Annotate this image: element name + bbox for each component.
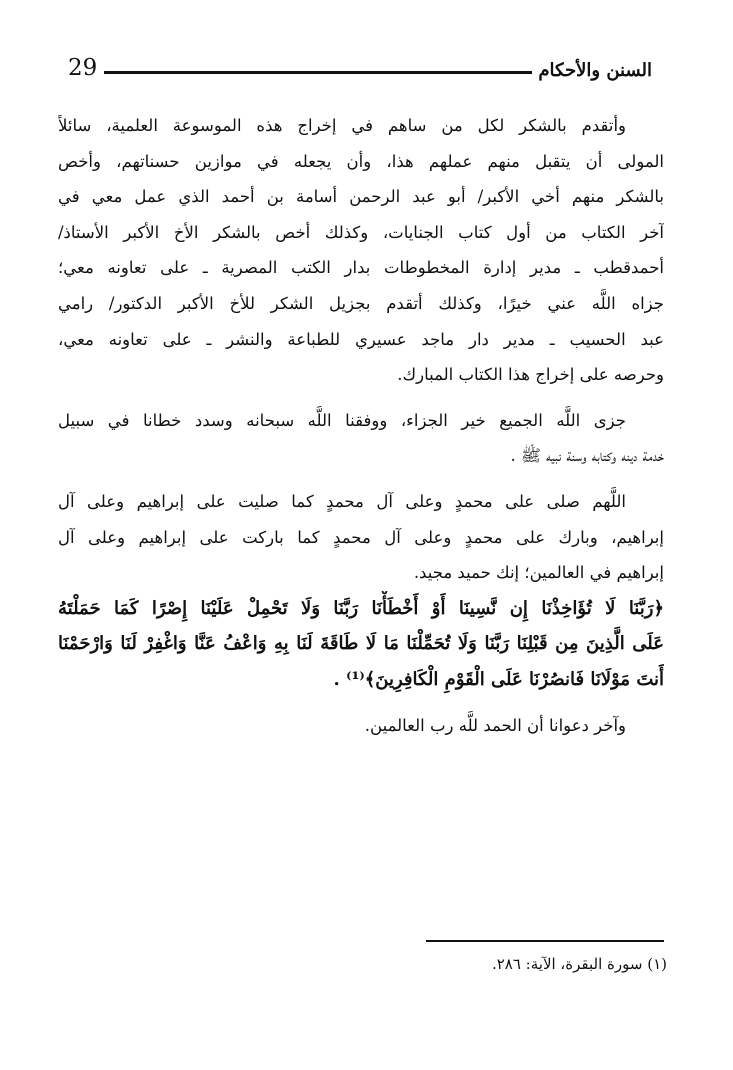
text-line: بالشكر منهم أخي الأكبر/ أبو عبد الرحمن أسامة بن أحمد الذي عمل معي في [58, 187, 664, 207]
quran-verse [58, 591, 664, 698]
text-line: أحمدقطب ـ مدير إدارة المخطوطات بدار الكتب المصرية ـ على تعاونه معي؛ [58, 258, 664, 278]
paragraph-prayer-for-reward [58, 403, 664, 474]
closing-line: وآخر دعوانا أن الحمد للَّه رب العالمين. [364, 715, 626, 735]
header-rule [104, 71, 532, 74]
page-header [62, 52, 652, 92]
page-number: 29 [68, 55, 98, 81]
text-line: إبراهيم في العالمين؛ إنك حميد مجيد. [413, 563, 664, 583]
verse-line: أَنتَ مَوْلَانَا فَانصُرْنَا عَلَى الْقَوْمِ الْكَافِرِينَ﴾⁽¹⁾ . [333, 668, 664, 690]
verse-line: عَلَى الَّذِينَ مِن قَبْلِنَا رَبَّنَا وَلَا تُحَمِّلْنَا مَا لَا طَاقَةَ لَنَا بِهِ وَاعْفُ عَنَّا وَاغْفِرْ لَنَا وَارْحَمْنَا [58, 633, 664, 655]
text-line: جزاه اللَّه عني خيرًا، وكذلك أتقدم بجزيل الشكر للأخ الأكبر الدكتور/ رامي [58, 293, 664, 313]
text-line: خدمة دينه وكتابه وسنة نبيه ﷺ . [510, 446, 664, 466]
text-line: اللَّهم صلى على محمدٍ وعلى آل محمدٍ كما صليت على إبراهيم وعلى آل [58, 491, 626, 511]
body-text [58, 108, 664, 743]
verse-line: ﴿رَبَّنَا لَا تُؤَاخِذْنَا إِن نَّسِينَا أَوْ أَخْطَأْنَا رَبَّنَا وَلَا تَحْمِلْ عَلَيْنَا إِصْرًا كَمَا حَمَلْتَهُ [58, 597, 664, 619]
paragraph-salawat [58, 484, 664, 591]
text-line: آخر الكتاب من أول كتاب الجنايات، وكذلك أخص بالشكر الأخ الأكبر الأستاذ/ [58, 222, 664, 242]
footnote-rule [426, 940, 664, 942]
text-line: وأتقدم بالشكر لكل من ساهم في إخراج هذه الموسوعة العلمية، سائلاً [58, 116, 626, 135]
footnote: (١) سورة البقرة، الآية: ٢٨٦. [491, 955, 667, 973]
text-line: إبراهيم، وبارك على محمدٍ وعلى آل محمدٍ كما باركت على إبراهيم وعلى آل [58, 527, 664, 547]
running-title: السنن والأحكام [538, 60, 652, 81]
text-line: جزى اللَّه الجميع خير الجزاء، ووفقنا اللَّه سبحانه وسدد خطانا في سبيل [58, 410, 626, 430]
text-line: عبد الحسيب ـ مدير دار ماجد عسيري للطباعة والنشر ـ على تعاونه معي، [58, 329, 664, 349]
text-line: المولى أن يتقبل منهم عملهم هذا، وأن يجعله في موازين حسناتهم، وأخص [58, 151, 664, 171]
paragraph-acknowledgements [58, 108, 664, 393]
text-line: وحرصه على إخراج هذا الكتاب المبارك. [397, 365, 664, 385]
